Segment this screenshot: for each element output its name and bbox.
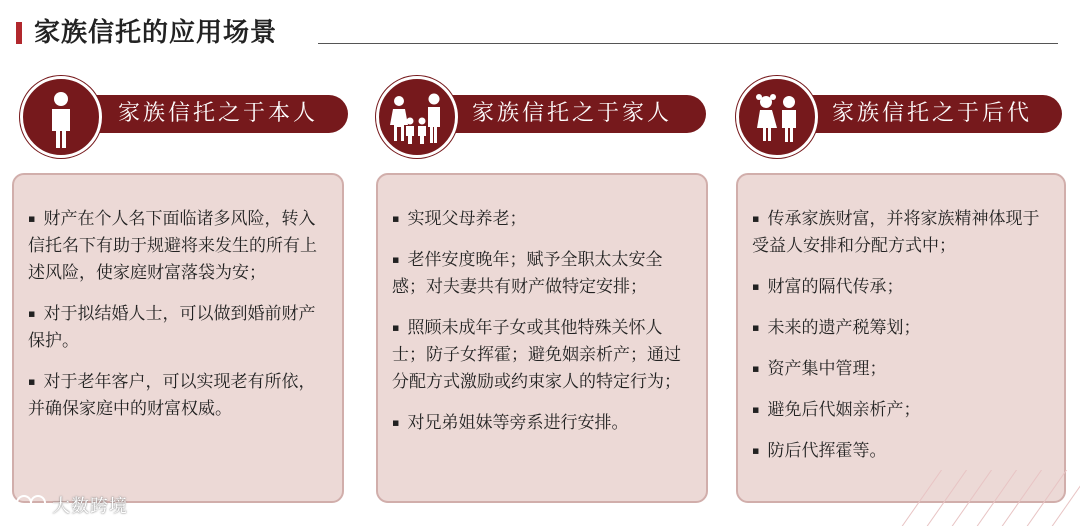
section-header-self <box>60 95 348 133</box>
bullet-list <box>392 205 694 450</box>
section-header-descendants <box>780 95 1062 133</box>
list-item: ▪ 避免后代姻亲析产； <box>752 396 1052 424</box>
bullet-list <box>752 205 1052 478</box>
list-item: ▪ 对兄弟姐妹等旁系进行安排。 <box>392 409 694 437</box>
list-item: ▪ 对于老年客户，可以实现老有所依，并确保家庭中的财富权威。 <box>28 368 330 423</box>
list-item: ▪ 财产在个人名下面临诸多风险，转入信托名下有助于规避将来发生的所有上述风险，使家庭财富落袋为安； <box>28 205 330 287</box>
decorative-lines <box>900 470 1080 526</box>
section-card-descendants <box>736 173 1066 503</box>
section-heading: 家族信托之于家人 <box>472 101 673 126</box>
section-card-self <box>12 173 344 503</box>
section-card-family <box>376 173 708 503</box>
watermark-logo-icon <box>14 491 54 515</box>
list-item: ▪ 资产集中管理； <box>752 355 1052 383</box>
list-item: ▪ 照顾未成年子女或其他特殊关怀人士；防子女挥霍；避免姻亲析产；通过分配方式激励或约束家人的特定行为； <box>392 314 694 396</box>
list-item: ▪ 财富的隔代传承； <box>752 273 1052 301</box>
title-accent-bar <box>16 22 22 44</box>
list-item: ▪ 对于拟结婚人士，可以做到婚前财产保护。 <box>28 300 330 355</box>
list-item: ▪ 防后代挥霍等。 <box>752 437 1052 465</box>
list-item: ▪ 未来的遗产税筹划； <box>752 314 1052 342</box>
children-icon <box>736 76 818 158</box>
section-heading: 家族信托之于本人 <box>118 101 319 126</box>
person-icon <box>20 76 102 158</box>
page-title: 家族信托的应用场景 <box>34 18 278 48</box>
title-divider <box>318 43 1058 44</box>
watermark-text: 大数跨境 <box>52 496 128 517</box>
section-heading: 家族信托之于后代 <box>832 101 1033 126</box>
section-header-family <box>420 95 706 133</box>
bullet-list <box>28 205 330 436</box>
list-item: ▪ 传承家族财富，并将家族精神体现于受益人安排和分配方式中； <box>752 205 1052 260</box>
list-item: ▪ 老伴安度晚年；赋予全职太太安全感；对夫妻共有财产做特定安排； <box>392 246 694 301</box>
family-icon <box>376 76 458 158</box>
list-item: ▪ 实现父母养老； <box>392 205 694 233</box>
